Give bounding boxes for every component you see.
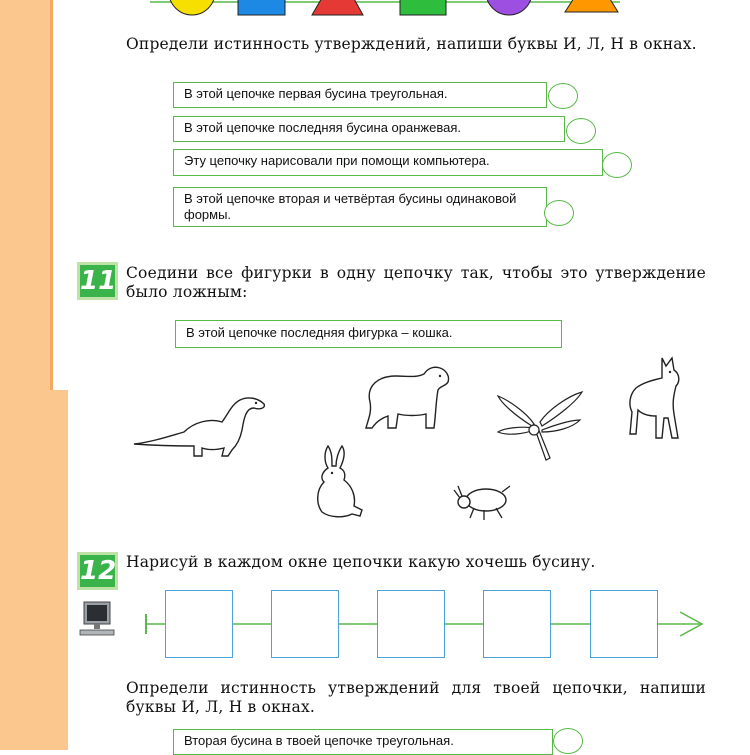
top-bead-chain: [150, 0, 620, 18]
dinosaur-icon: [132, 392, 270, 462]
wolf-eye: [669, 371, 671, 373]
task10-instruction: Определи истинность утверждений, напиши буквы И, Л, Н в окнах.: [126, 35, 697, 53]
task10-statement-3: Эту цепочку нарисовали при помощи компьютера.: [173, 149, 603, 176]
keyboard: [80, 630, 114, 635]
task10-statement-2: В этой цепочке последняя бусина оранжевая.: [173, 116, 565, 142]
purple-circle-bead: [486, 0, 532, 15]
red-triangle-bead: [312, 0, 363, 15]
answer-oval-2[interactable]: [566, 118, 596, 144]
answer-oval-3[interactable]: [602, 152, 632, 178]
page-margin-top: [0, 0, 52, 390]
task12-number: 12: [77, 552, 118, 590]
bead-slot-3[interactable]: [377, 590, 445, 658]
bead-chain: [140, 588, 710, 668]
beetle-icon: [452, 480, 514, 522]
margin-divider: [50, 0, 53, 390]
monitor-stand: [94, 624, 100, 629]
answer-oval-5[interactable]: [553, 728, 583, 754]
bear-eye: [439, 375, 441, 377]
task12-statement-1: Вторая бусина в твоей цепочке треугольная.: [173, 729, 553, 755]
task10-statement-1: В этой цепочке первая бусина треугольная.: [173, 82, 547, 108]
dinosaur-eye: [255, 402, 257, 404]
dragonfly-head: [529, 425, 539, 435]
computer-icon: [78, 600, 116, 638]
yellow-circle-bead: [169, 0, 215, 15]
bead-slot-2[interactable]: [271, 590, 339, 658]
orange-triangle-bead: [565, 0, 618, 12]
bead-slot-5[interactable]: [590, 590, 658, 658]
task11-number: 11: [77, 262, 118, 300]
task11-instruction: Соедини все фигурки в одну цепочку так, чтобы это утверждение было ложным:: [126, 264, 706, 301]
answer-oval-4[interactable]: [544, 200, 574, 226]
task10-statement-4: В этой цепочке вторая и четвёртая бусины одинаковой формы.: [173, 187, 547, 227]
monitor-screen: [87, 605, 107, 621]
bead-slot-1[interactable]: [165, 590, 233, 658]
green-square-bead: [400, 0, 446, 15]
page-margin-bottom: [0, 390, 68, 750]
rabbit-eye: [331, 472, 333, 474]
rabbit-icon: [308, 444, 368, 520]
blue-square-bead: [238, 0, 285, 15]
dragonfly-icon: [494, 386, 586, 466]
task11-statement: В этой цепочке последняя фигурка – кошка.: [175, 320, 562, 348]
bead-slot-4[interactable]: [483, 590, 551, 658]
answer-oval-1[interactable]: [548, 83, 578, 109]
beetle-body: [466, 489, 506, 511]
top-bead-chain-svg: [150, 0, 620, 18]
bear-icon: [362, 362, 452, 434]
wolf-icon: [626, 354, 692, 442]
task12-instruction: Нарисуй в каждом окне цепочки какую хочешь бусину.: [126, 553, 596, 571]
task12-instruction-2: Определи истинность утверждений для твоей цепочки, напиши буквы И, Л, Н в окнах.: [126, 679, 706, 716]
